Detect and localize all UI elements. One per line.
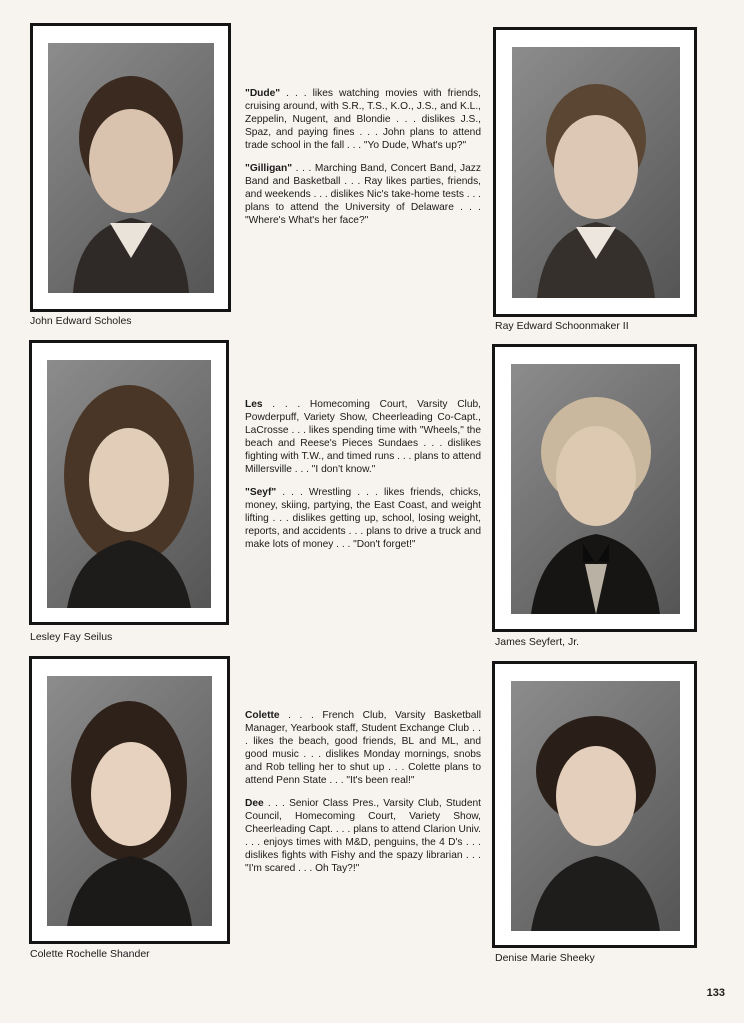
student-name-seyfert: James Seyfert, Jr. — [495, 636, 580, 648]
blurb-scholes — [245, 87, 481, 152]
portrait-photo-sheeky — [511, 681, 680, 931]
student-name-shander: Colette Rochelle Shander — [30, 948, 150, 960]
page-number: 133 — [706, 987, 725, 999]
portrait-frame-sheeky — [492, 661, 697, 948]
portrait-frame-shander — [29, 656, 230, 944]
portrait-frame-seyfert — [492, 344, 697, 632]
blurb-shander — [245, 709, 481, 787]
student-name-seilus: Lesley Fay Seilus — [30, 631, 113, 643]
nickname-seyfert: "Seyf" — [245, 487, 277, 498]
nickname-scholes: "Dude" — [245, 88, 281, 99]
blurb-schoonmaker — [245, 162, 481, 227]
student-blurbs-row-1 — [245, 87, 481, 237]
portrait-frame-scholes — [30, 23, 231, 312]
portrait-frame-schoonmaker — [493, 27, 697, 317]
blurb-text-shander: . . . French Club, Varsity Basketball Manager, Yearbook staff, Student Exchange Club . . . likes the beach, good friends, BL and ML, and good music . . . dislikes Monday mornings, snobs and Rob telling her to shut up . . . Colette plans to attend Penn State . . . "It's been real!" — [245, 710, 481, 786]
blurb-text-schoonmaker: . . . Marching Band, Concert Band, Jazz Band and Basketball . . . Ray likes parties, friends, and weekends . . . dislikes Nic's take-home tests . . . plans to attend the University of Delaware . . . "Where's What's her face?" — [245, 163, 481, 226]
portrait-photo-seyfert — [511, 364, 680, 614]
portrait-photo-shander — [47, 676, 212, 926]
blurb-seyfert — [245, 486, 481, 551]
portrait-photo-scholes — [48, 43, 214, 293]
nickname-shander: Colette — [245, 710, 280, 721]
nickname-schoonmaker: "Gilligan" — [245, 163, 293, 174]
blurb-text-seilus: . . . Homecoming Court, Varsity Club, Powderpuff, Variety Show, Cheerleading Co-Capt., LaCrosse . . . likes spending time with "Wheels," the beach and Reese's Pieces Sundaes . . . dislikes fighting with T.W., and timed runs . . . plans to attend Millersville . . . "I don't know." — [245, 399, 481, 475]
blurb-text-seyfert: . . . Wrestling . . . likes friends, chicks, money, skiing, partying, the East Coast, and weight lifting . . . dislikes getting up, school, losing weight, reports, and accidents . . . plans to drive a truck and make lots of money . . . "Don't forget!" — [245, 487, 481, 550]
nickname-seilus: Les — [245, 399, 263, 410]
portrait-photo-seilus — [47, 360, 211, 608]
blurb-text-sheeky: . . . Senior Class Pres., Varsity Club, Student Council, Homecoming Court, Variety Show, Cheerleading Capt. . . . plans to attend Clarion Univ. . . . enjoys times with M&D, penguins, the 4 D's . . . dislikes fights with Fishy and the spazy librarian . . . "I'm scared . . . Oh Tay?!" — [245, 798, 481, 874]
nickname-sheeky: Dee — [245, 798, 264, 809]
student-name-scholes: John Edward Scholes — [30, 315, 132, 327]
blurb-sheeky — [245, 797, 481, 875]
blurb-text-scholes: . . . likes watching movies with friends, cruising around, with S.R., T.S., K.O., J.S., and K.L., Zeppelin, Nugent, and Blondie . . . dislikes J.S., Spaz, and paying fines . . . John plans to attend trade school in the fall . . . "Yo Dude, What's up?" — [245, 88, 481, 151]
blurb-seilus — [245, 398, 481, 476]
student-blurbs-row-2 — [245, 398, 481, 561]
student-name-sheeky: Denise Marie Sheeky — [495, 952, 595, 964]
portrait-photo-schoonmaker — [512, 47, 680, 298]
portrait-frame-seilus — [29, 340, 229, 625]
student-blurbs-row-3 — [245, 709, 481, 885]
student-name-schoonmaker: Ray Edward Schoonmaker II — [495, 320, 629, 332]
